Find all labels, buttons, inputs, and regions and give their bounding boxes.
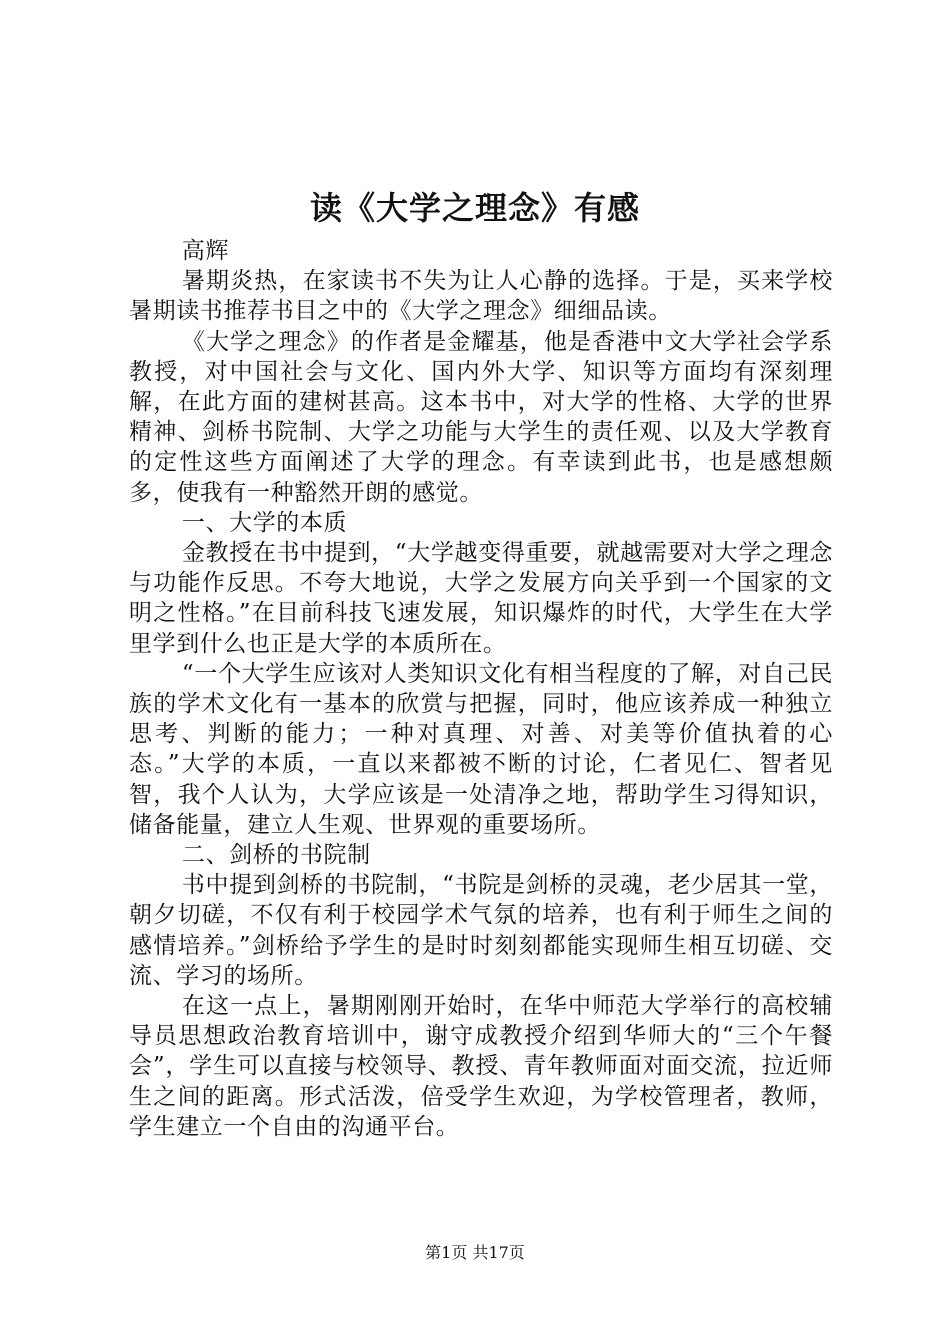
document-body — [129, 236, 833, 1142]
paragraph-1: 暑期炎热，在家读书不失为让人心静的选择。于是，买来学校暑期读书推荐书目之中的《大学之理念》细细品读。 — [129, 268, 833, 325]
paragraph-4: “一个大学生应该对人类知识文化有相当程度的了解，对自己民族的学术文化有一基本的欣赏与把握，同时，他应该养成一种独立思考、判断的能力；一种对真理、对善、对美等价值执着的心态。”大学的本质，一直以来都被不断的讨论，仁者见仁、智者见智，我个人认为，大学应该是一处清净之地，帮助学生习得知识，储备能量，建立人生观、世界观的重要场所。 — [129, 660, 833, 838]
author-line: 高辉 — [181, 238, 230, 264]
paragraph-5: 书中提到剑桥的书院制，“书院是剑桥的灵魂，老少居其一堂，朝夕切磋，不仅有利于校园学术气氛的培养，也有利于师生之间的感情培养。”剑桥给予学生的是时时刻刻都能实现师生相互切磋、交流、学习的场所。 — [129, 872, 833, 989]
document-title: 读《大学之理念》有感 — [309, 189, 640, 227]
paragraph-2: 《大学之理念》的作者是金耀基，他是香港中文大学社会学系教授，对中国社会与文化、国内外大学、知识等方面均有深刻理解，在此方面的建树甚高。这本书中，对大学的性格、大学的世界精神、剑桥书院制、大学之功能与大学生的责任观、以及大学教育的定性这些方面阐述了大学的理念。有幸读到此书，也是感想颇多，使我有一种豁然开朗的感觉。 — [129, 328, 833, 506]
section-heading-2: 二、剑桥的书院制 — [181, 842, 371, 869]
paragraph-6: 在这一点上，暑期刚刚开始时，在华中师范大学举行的高校辅导员思想政治教育培训中，谢守成教授介绍到华师大的“三个午餐会”，学生可以直接与校领导、教授、青年教师面对面交流，拉近师生之间的距离。形式活泼，倍受学生欢迎，为学校管理者，教师，学生建立一个自由的沟通平台。 — [129, 993, 833, 1140]
section-heading-1: 一、大学的本质 — [181, 509, 348, 536]
page-footer: 第1页 共17页 — [425, 1243, 525, 1262]
paragraph-3: 金教授在书中提到，“大学越变得重要，就越需要对大学之理念与功能作反思。不夸大地说，大学之发展方向关乎到一个国家的文明之性格。”在目前科技飞速发展，知识爆炸的时代，大学生在大学里学到什么也正是大学的本质所在。 — [129, 540, 833, 657]
